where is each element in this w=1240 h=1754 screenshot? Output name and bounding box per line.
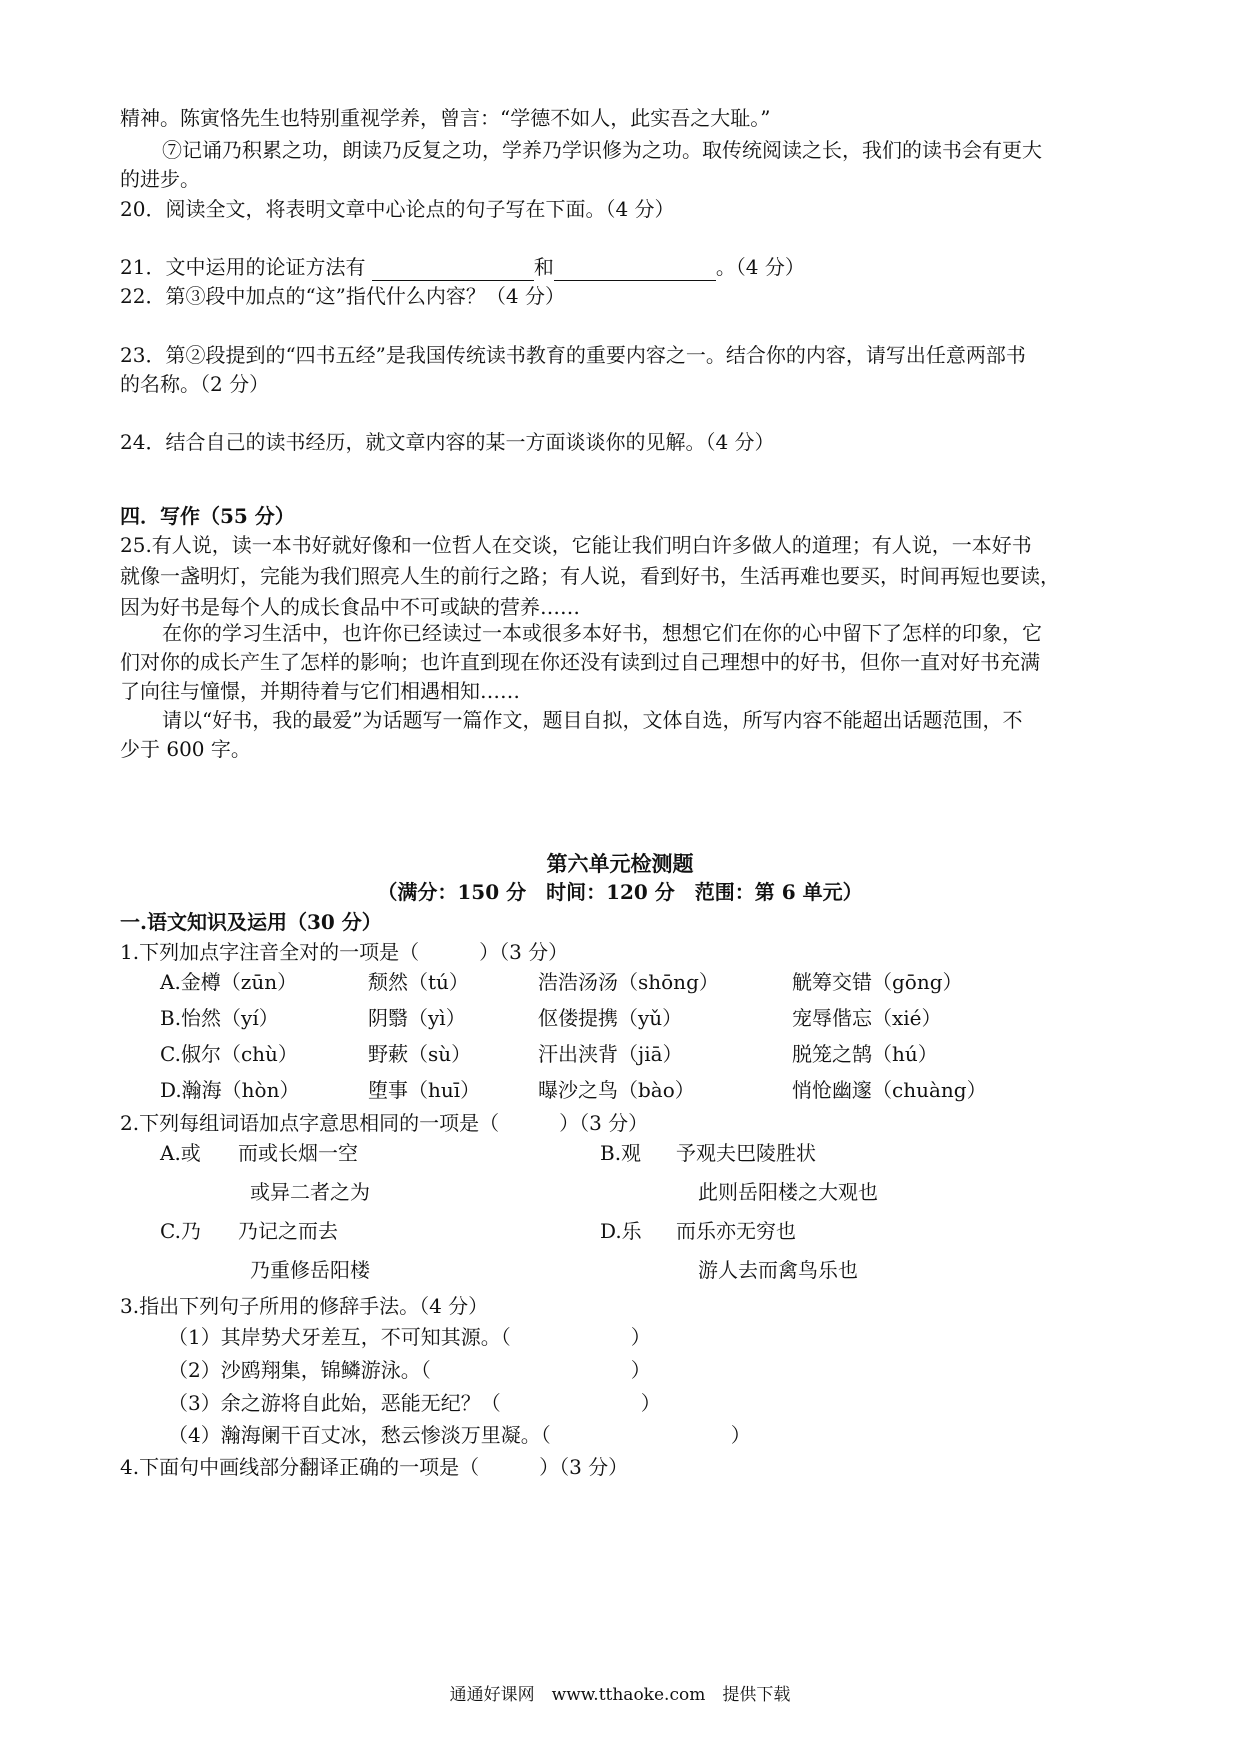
question-3-item: （1）其岸势犬牙差互，不可知其源。（ ） [168,1325,651,1349]
question-23-cont: 的名称。（2 分） [120,372,270,396]
question-22: 22．第③段中加点的“这”指代什么内容？（4 分） [120,284,565,308]
unit-title: 第六单元检测题 [546,851,694,876]
question-4: 4.下面句中画线部分翻译正确的一项是（ ）（3 分） [120,1455,629,1479]
option-text: 脱笼之鹄（hú） [792,1042,938,1066]
unit-subtitle: （满分：150 分 时间：120 分 范围：第 6 单元） [377,880,863,904]
question-23: 23．第②段提到的“四书五经”是我国传统读书教育的重要内容之一。结合你的内容，请写出任意两部书 [120,343,1026,367]
writing-prompt: 因为好书是每个人的成长食品中不可或缺的营养…… [120,595,580,619]
question-24: 24．结合自己的读书经历，就文章内容的某一方面谈谈你的见解。（4 分） [120,430,775,454]
option-text: 觥筹交错（gōng） [792,970,963,994]
option-text: 颓然（tú） [368,970,469,994]
question-21-and: 和 [533,255,554,279]
question-20: 20．阅读全文，将表明文章中心论点的句子写在下面。（4 分） [120,197,675,221]
option-text: 悄怆幽邃（chuàng） [792,1078,987,1102]
option-text: 宠辱偕忘（xié） [792,1006,942,1030]
option-text: 浩浩汤汤（shōng） [538,970,719,994]
page-footer: 通通好课网 www.tthaoke.com 提供下载 [449,1685,791,1705]
question-3-item: （2）沙鸥翔集，锦鳞游泳。（ ） [168,1358,651,1382]
question-3-item: （4）瀚海阑干百丈冰，愁云惨淡万里凝。（ ） [168,1423,751,1447]
passage-paragraph-7: ⑦记诵乃积累之功，朗读乃反复之功，学养乃学识修为之功。取传统阅读之长，我们的读书会有更大 [162,138,1042,162]
option-text: 野蔌（sù） [368,1042,472,1066]
option-text: B.怡然（yí） [160,1006,279,1030]
writing-prompt: 就像一盏明灯，完能为我们照亮人生的前行之路；有人说，看到好书，生活再难也要买，时间再短也要读， [120,564,1060,588]
option-text: A.金樽（zūn） [160,970,298,994]
option-text: 乃重修岳阳楼 [250,1258,370,1282]
option-text: 乃记之而去 [238,1219,338,1243]
option-text: 此则岳阳楼之大观也 [698,1180,878,1204]
option-text: 伛偻提携（yǔ） [538,1006,683,1030]
option-text: 或异二者之为 [250,1180,370,1204]
answer-blank [372,258,534,281]
writing-heading: 四．写作（55 分） [120,504,295,528]
writing-prompt: 在你的学习生活中，也许你已经读过一本或很多本好书，想想它们在你的心中留下了怎样的印象，它 [162,621,1042,645]
option-label: B.观 [600,1141,642,1165]
writing-prompt: 了向往与憧憬，并期待着与它们相遇相知…… [120,679,520,703]
option-label: C.乃 [160,1219,201,1243]
option-text: 曝沙之鸟（bào） [538,1078,695,1102]
option-text: 汗出浃背（jiā） [538,1042,683,1066]
passage-line: 精神。陈寅恪先生也特别重视学养，曾言：“学德不如人，此实吾之大耻。” [120,106,771,130]
question-21-score: 。（4 分） [715,255,805,279]
option-text: 游人去而禽鸟乐也 [698,1258,858,1282]
question-1: 1.下列加点字注音全对的一项是（ ）（3 分） [120,940,569,964]
option-text: 堕事（huī） [368,1078,481,1102]
question-2: 2.下列每组词语加点字意思相同的一项是（ ）（3 分） [120,1111,649,1135]
question-21 [120,253,1130,281]
writing-prompt: 少于 600 字。 [120,737,251,761]
writing-prompt: 们对你的成长产生了怎样的影响；也许直到现在你还没有读到过自己理想中的好书，但你一直对好书充满 [120,650,1040,674]
option-text: 予观夫巴陵胜状 [676,1141,816,1165]
writing-prompt: 请以“好书，我的最爱”为话题写一篇作文，题目自拟，文体自选，所写内容不能超出话题范围，不 [162,708,1023,732]
question-21-text: 21．文中运用的论证方法有 [120,255,366,279]
answer-blank [554,258,716,281]
option-text: D.瀚海（hòn） [160,1078,300,1102]
option-text: 而乐亦无穷也 [676,1219,796,1243]
question-3-item: （3）余之游将自此始，恶能无纪？（ ） [168,1391,661,1415]
section-heading: 一.语文知识及运用（30 分） [120,910,382,934]
option-text: 阴翳（yì） [368,1006,466,1030]
writing-prompt: 25.有人说，读一本书好就好像和一位哲人在交谈，它能让我们明白许多做人的道理；有人说，一本好书 [120,533,1032,557]
option-label: D.乐 [600,1219,642,1243]
option-text: 而或长烟一空 [238,1141,358,1165]
option-text: C.俶尔（chù） [160,1042,298,1066]
passage-line: 的进步。 [120,167,200,191]
option-label: A.或 [160,1141,201,1165]
question-3: 3.指出下列句子所用的修辞手法。（4 分） [120,1294,489,1318]
